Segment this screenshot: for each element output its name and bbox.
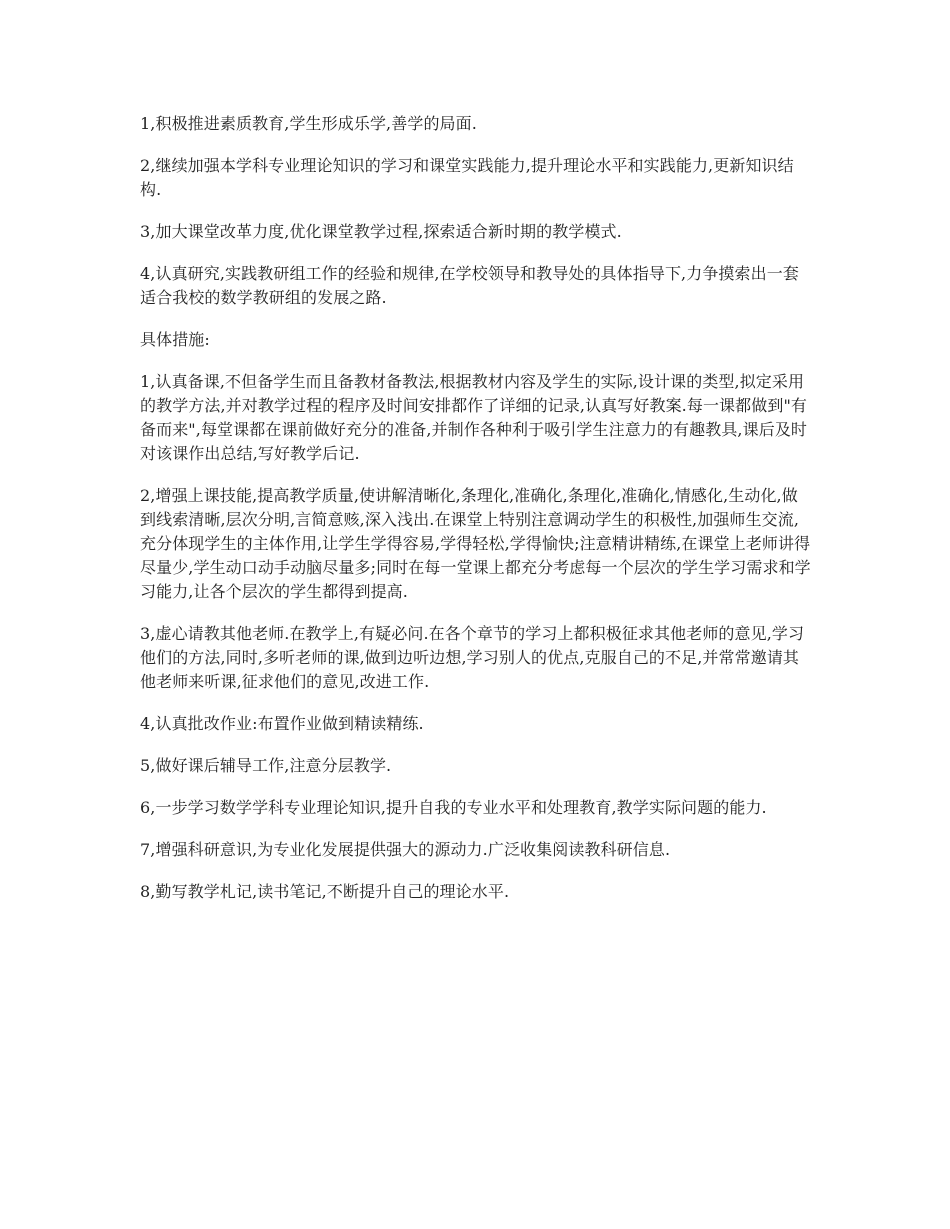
section-heading-measures: 具体措施: bbox=[140, 330, 210, 349]
paragraph-measure-7: 7,增强科研意识,为专业化发展提供强大的源动力.广泛收集阅读教科研信息. bbox=[140, 840, 671, 859]
paragraph-goal-1: 1,积极推进素质教育,学生形成乐学,善学的局面. bbox=[140, 114, 477, 133]
paragraph-goal-4: 4,认真研究,实践教研组工作的经验和规律,在学校领导和教导处的具体指导下,力争摸索出一套适合我校的数学教研组的发展之路. bbox=[140, 264, 799, 307]
paragraph-goal-3: 3,加大课堂改革力度,优化课堂教学过程,探索适合新时期的教学模式. bbox=[140, 222, 622, 241]
paragraph-measure-5: 5,做好课后辅导工作,注意分层教学. bbox=[140, 756, 392, 775]
document-body bbox=[140, 112, 812, 922]
paragraph-measure-1: 1,认真备课,不但备学生而且备教材备教法,根据教材内容及学生的实际,设计课的类型,拟定采用的教学方法,并对教学过程的程序及时间安排都作了详细的记录,认真写好教案.每一课都做到"有备而来",每堂课都在课前做好充分的准备,并制作各种利于吸引学生注意力的有趣教具,课后及时对该课作出总结,写好教学后记. bbox=[140, 372, 808, 463]
paragraph-measure-4: 4,认真批改作业:布置作业做到精读精练. bbox=[140, 714, 424, 733]
paragraph-measure-3: 3,虚心请教其他老师.在教学上,有疑必问.在各个章节的学习上都积极征求其他老师的意见,学习他们的方法,同时,多听老师的课,做到边听边想,学习别人的优点,克服自己的不足,并常常邀请其他老师来听课,征求他们的意见,改进工作. bbox=[140, 624, 805, 691]
paragraph-measure-6: 6,一步学习数学学科专业理论知识,提升自我的专业水平和处理教育,教学实际问题的能力. bbox=[140, 798, 767, 817]
paragraph-measure-8: 8,勤写教学札记,读书笔记,不断提升自己的理论水平. bbox=[140, 882, 510, 901]
paragraph-goal-2: 2,继续加强本学科专业理论知识的学习和课堂实践能力,提升理论水平和实践能力,更新知识结构. bbox=[140, 156, 794, 199]
paragraph-measure-2: 2,增强上课技能,提高教学质量,使讲解清晰化,条理化,准确化,条理化,准确化,情感化,生动化,做到线索清晰,层次分明,言简意赅,深入浅出.在课堂上特别注意调动学生的积极性,加强师生交流,充分体现学生的主体作用,让学生学得容易,学得轻松,学得愉快;注意精讲精练,在课堂上老师讲得尽量少,学生动口动手动脑尽量多;同时在每一堂课上都充分考虑每一个层次的学生学习需求和学习能力,让各个层次的学生都得到提高. bbox=[140, 486, 811, 601]
